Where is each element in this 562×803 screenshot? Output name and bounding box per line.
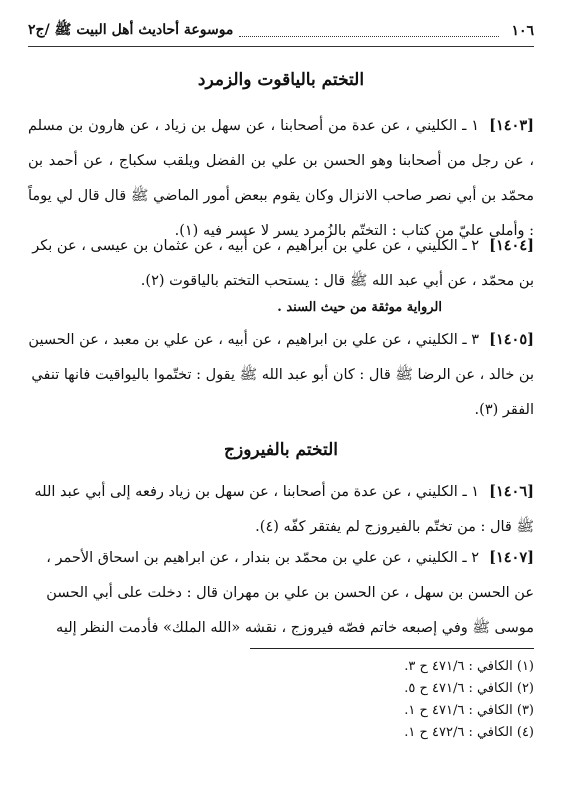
footnote: (٣) الكافي : ٤٧١/٦ ح ١. — [404, 703, 534, 718]
running-title: موسوعة أحاديث أهل البيت ﷺ /ج٢ — [28, 22, 234, 38]
hadith-text: ٢ ـ الكليني ، عن علي بن محمّد بن بندار ، عن ابراهيم بن اسحاق الأحمر ، عن الحسن بن سهل ، عن الحسن بن علي بن مهران قال : دخلت على أبي الحسن موسى ﷺ وفي إصبعه خاتم فصّه فيروزج ، نقشه «الله الملك» فأدمت النظر إليه — [46, 550, 534, 636]
footnote: (١) الكافي : ٤٧١/٦ ح ٣. — [404, 659, 534, 674]
hadith-1406 — [28, 474, 534, 545]
footnote-rule — [250, 648, 534, 649]
hadith-text: ٣ ـ الكليني ، عن علي بن ابراهيم ، عن أبيه ، عن علي بن معبد ، عن الحسين بن خالد ، عن الرضا ﷺ قال : كان أبو عبد الله ﷺ يقول : تختّموا باليواقيت فانها تنفي الفقر (٣). — [28, 332, 534, 418]
hadith-1404 — [28, 228, 534, 299]
page-header — [28, 16, 534, 47]
footnotes — [234, 656, 534, 744]
section-heading-turquoise: التختم بالفيروزج — [224, 440, 338, 460]
footnote: (٢) الكافي : ٤٧١/٦ ح ٥. — [404, 681, 534, 696]
hadith-text: ١ ـ الكليني ، عن عدة من أصحابنا ، عن سهل بن زياد ، عن هارون بن مسلم ، عن رجل من أصحابنا وهو الحسن بن علي بن الفضل ويلقب سكباج ، عن أحمد بن محمّد بن أبي نصر صاحب الانزال وكان يقوم ببعض أمور الماضي ﷺ قال قال لي يوماً : وأملى عليّ من كتاب : التختّم بالزُمرد يسر لا عسر فيه (١). — [28, 118, 534, 239]
hadith-number: [١٤٠٧] — [489, 549, 534, 566]
footnote: (٤) الكافي : ٤٧٢/٦ ح ١. — [404, 725, 534, 740]
section-heading-ruby-emerald: التختم بالياقوت والزمرد — [197, 70, 365, 90]
hadith-text: ١ ـ الكليني ، عن عدة من أصحابنا ، عن سهل بن زياد رفعه إلى أبي عبد الله ﷺ قال : من تختّم بالفيروزج لم يفتقر كفّه (٤). — [34, 484, 534, 535]
page-number: ١٠٦ — [511, 23, 534, 39]
chain-note: الرواية موثقة من حيث السند . — [277, 300, 442, 315]
hadith-1407 — [28, 540, 534, 646]
hadith-1405 — [28, 322, 534, 428]
header-dots — [239, 26, 499, 37]
hadith-text: ٢ ـ الكليني ، عن علي بن ابراهيم ، عن أبيه ، عن عثمان بن عيسى ، عن بكر بن محمّد ، عن أبي عبد الله ﷺ قال : يستحب التختم بالياقوت (٢). — [32, 238, 534, 289]
hadith-number: [١٤٠٦] — [489, 483, 534, 500]
hadith-number: [١٤٠٣] — [489, 117, 534, 134]
hadith-number: [١٤٠٤] — [489, 237, 534, 254]
hadith-number: [١٤٠٥] — [489, 331, 534, 348]
